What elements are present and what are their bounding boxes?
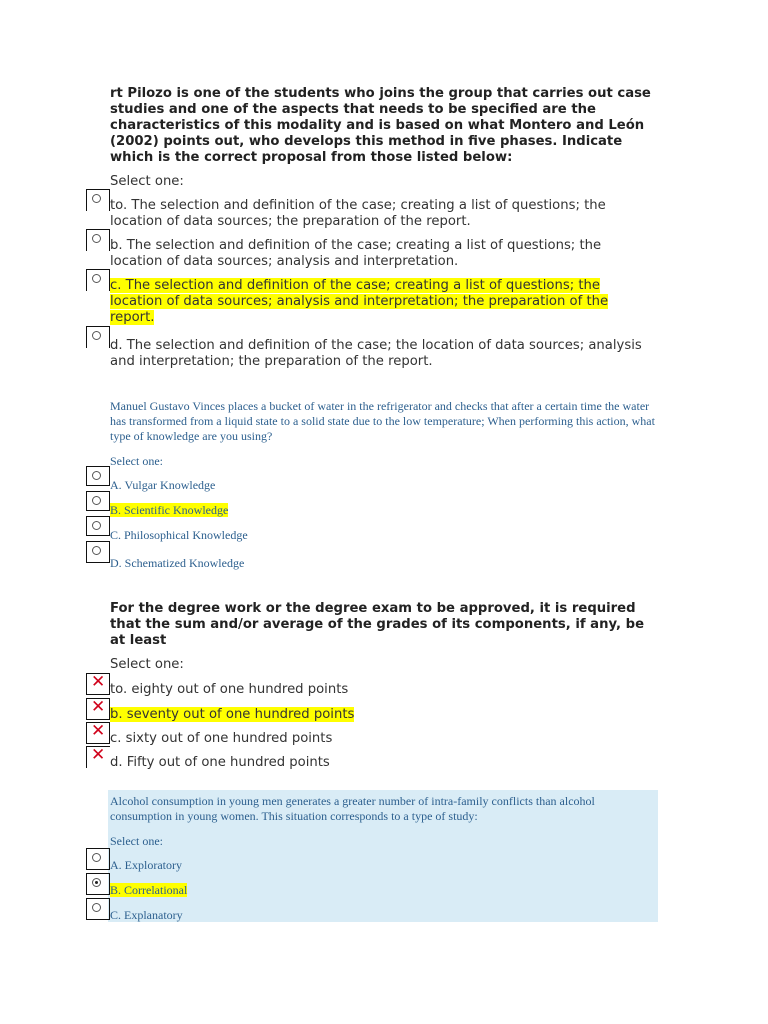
x-mark-icon: ✕ <box>91 721 106 741</box>
q2-option-a-text: A. Vulgar Knowledge <box>110 478 216 492</box>
radio-button-icon[interactable] <box>92 496 101 505</box>
x-mark-icon: ✕ <box>91 745 106 765</box>
q1-option-b-text: b. The selection and definition of the case; creating a list of questions; the location of data sources; analysis and interpretation. <box>110 238 602 269</box>
question-3-select-label: Select one: <box>110 657 184 672</box>
q4-option-b-text: B. Correlational <box>110 883 188 897</box>
question-3-text: For the degree work or the degree exam to be approved, it is required that the sum and/or average of the grades of its components, if any, be at least <box>110 601 645 648</box>
x-mark-icon: ✕ <box>91 672 106 692</box>
q3-option-d[interactable] <box>110 755 650 771</box>
q1-option-c[interactable] <box>110 278 650 326</box>
q1-option-c-text: c. The selection and definition of the case; creating a list of questions; the location of data sources; analysis and interpretation; the preparation of the report. <box>110 278 609 325</box>
q1-option-d-radio-box[interactable] <box>86 326 110 348</box>
q4-option-c-radio-box[interactable] <box>86 898 110 920</box>
q2-option-c[interactable] <box>110 528 650 543</box>
q1-option-c-radio-box[interactable] <box>86 269 110 291</box>
q3-option-a-radio-box[interactable] <box>86 673 110 695</box>
q2-option-d-text: D. Schematized Knowledge <box>110 556 245 570</box>
q4-option-a-radio-box[interactable] <box>86 848 110 870</box>
q2-option-c-radio-box[interactable] <box>86 516 110 536</box>
radio-button-icon[interactable] <box>92 853 101 862</box>
radio-button-icon[interactable] <box>92 546 101 555</box>
q3-option-a-text: to. eighty out of one hundred points <box>110 682 349 697</box>
q2-option-b-radio-box[interactable] <box>86 491 110 511</box>
q2-option-d[interactable] <box>110 556 650 571</box>
q3-option-b-radio-box[interactable] <box>86 698 110 720</box>
q1-option-b-radio-box[interactable] <box>86 229 110 251</box>
q1-option-a-text: to. The selection and definition of the case; creating a list of questions; the location of data sources; the preparation of the report. <box>110 198 606 229</box>
radio-button-icon[interactable] <box>92 194 101 203</box>
question-4-select-label: Select one: <box>110 834 163 848</box>
q4-option-c[interactable] <box>110 908 650 923</box>
question-2-text: Manuel Gustavo Vinces places a bucket of water in the refrigerator and checks that after a certain time the water has transformed from a liquid state to a solid state due to the low temperature; When performing this action, what type of knowledge are you using? <box>110 399 655 443</box>
q2-option-a[interactable] <box>110 478 650 493</box>
q2-option-a-radio-box[interactable] <box>86 466 110 486</box>
q4-option-b-radio-box[interactable] <box>86 873 110 895</box>
q1-option-a[interactable] <box>110 198 650 230</box>
q1-option-b[interactable] <box>110 238 650 270</box>
q3-option-c-radio-box[interactable] <box>86 722 110 744</box>
q3-option-c-text: c. sixty out of one hundred points <box>110 731 333 746</box>
q2-option-b[interactable] <box>110 503 650 518</box>
question-1-text: rt Pilozo is one of the students who joins the group that carries out case studies and one of the aspects that needs to be specified are the characteristics of this modality and is based on what Montero and León (2002) points out, who develops this method in five phases. Indicate which is the correct proposal from those listed below: <box>110 86 651 165</box>
radio-button-icon[interactable] <box>92 274 101 283</box>
q2-option-b-text: B. Scientific Knowledge <box>110 503 229 517</box>
radio-button-selected-icon[interactable] <box>92 878 101 887</box>
q3-option-c[interactable] <box>110 731 650 747</box>
x-mark-icon: ✕ <box>91 697 106 717</box>
q3-option-a[interactable] <box>110 682 650 698</box>
radio-button-icon[interactable] <box>92 331 101 340</box>
q3-option-d-text: d. Fifty out of one hundred points <box>110 755 330 770</box>
radio-button-icon[interactable] <box>92 521 101 530</box>
question-1-select-label: Select one: <box>110 174 184 189</box>
q1-option-a-radio-box[interactable] <box>86 189 110 211</box>
q3-option-d-radio-box[interactable] <box>86 746 110 768</box>
radio-button-icon[interactable] <box>92 234 101 243</box>
q1-option-d[interactable] <box>110 338 650 370</box>
q2-option-c-text: C. Philosophical Knowledge <box>110 528 248 542</box>
q3-option-b[interactable] <box>110 707 650 723</box>
radio-button-icon[interactable] <box>92 903 101 912</box>
q3-option-b-text: b. seventy out of one hundred points <box>110 707 355 722</box>
q4-option-c-text: C. Explanatory <box>110 908 183 922</box>
q4-option-a-text: A. Exploratory <box>110 858 182 872</box>
radio-button-icon[interactable] <box>92 471 101 480</box>
q1-option-d-text: d. The selection and definition of the case; the location of data sources; analysis and interpretation; the preparation of the report. <box>110 338 642 369</box>
question-2-select-label: Select one: <box>110 454 163 468</box>
q4-option-b[interactable] <box>110 883 650 898</box>
question-4-text: Alcohol consumption in young men generates a greater number of intra-family conflicts than alcohol consumption in young women. This situation corresponds to a type of study: <box>110 794 595 823</box>
q4-option-a[interactable] <box>110 858 650 873</box>
q2-option-d-radio-box[interactable] <box>86 541 110 563</box>
